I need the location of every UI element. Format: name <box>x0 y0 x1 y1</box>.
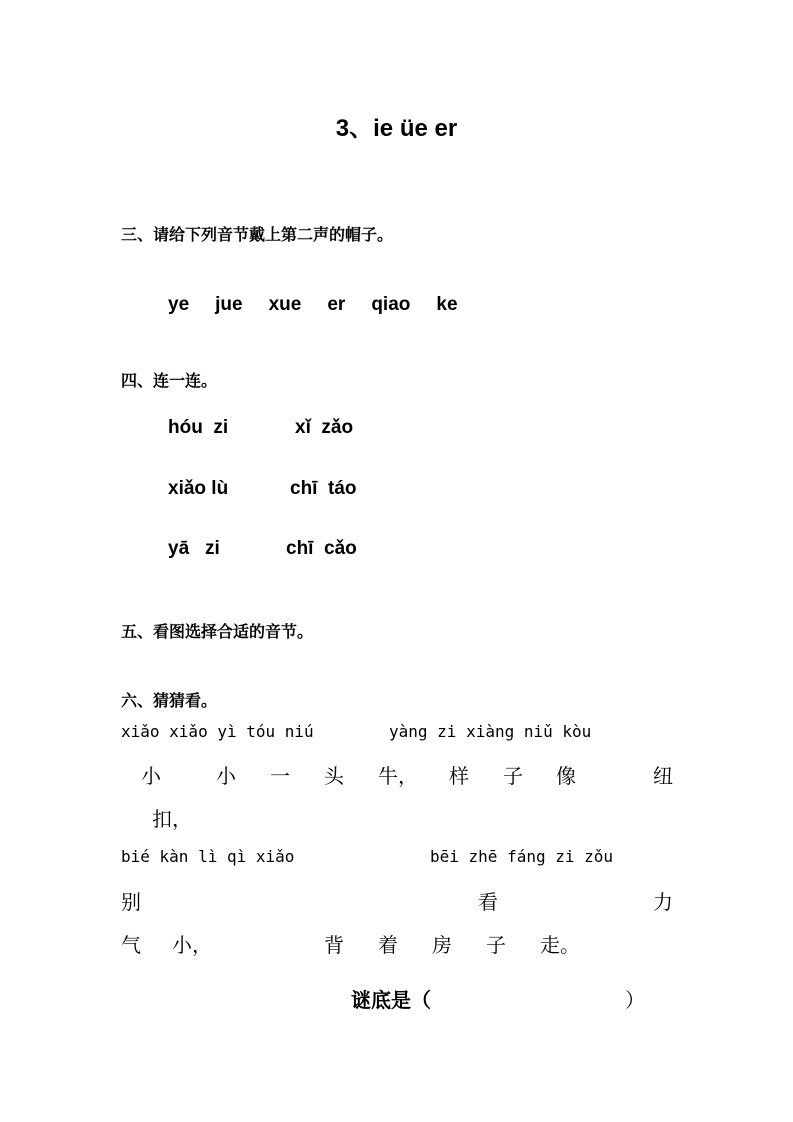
section-4-heading: 四、连一连。 <box>121 371 218 390</box>
riddle-char: 气 <box>121 933 141 957</box>
riddle-line1-pinyin-b: yàng zi xiàng niǔ kòu <box>389 722 592 741</box>
syllable-er: er <box>327 294 346 315</box>
riddle-char: 小， <box>172 933 212 957</box>
syllable-qiao: qiao <box>371 294 411 315</box>
page-title: 3、ie üe er <box>335 115 458 142</box>
riddle-char: 背 <box>324 933 344 957</box>
riddle-char: 子 <box>503 764 523 788</box>
syllable-ye: ye <box>168 294 190 315</box>
syllable-jue: jue <box>215 294 243 315</box>
riddle-line2-pinyin-a: bié kàn lì qì xiǎo <box>121 847 295 866</box>
riddle-char: 牛， <box>378 764 418 788</box>
answer-close-paren: ） <box>625 988 645 1012</box>
match-right-2: chī táo <box>290 478 357 499</box>
match-left-2: xiǎo lù <box>168 478 229 499</box>
riddle-char: 走。 <box>540 933 580 957</box>
section-3-heading: 三、请给下列音节戴上第二声的帽子。 <box>121 225 394 244</box>
riddle-char: 看 <box>478 890 498 914</box>
riddle-char: 小 <box>216 764 236 788</box>
syllable-row <box>168 294 458 316</box>
answer-label: 谜底是（ <box>351 988 431 1012</box>
syllable-xue: xue <box>268 294 302 315</box>
riddle-char: 子 <box>486 933 506 957</box>
riddle-char: 纽 <box>653 764 673 788</box>
riddle-line2-pinyin-b: bēi zhē fáng zi zǒu <box>430 847 614 866</box>
riddle-char: 像 <box>556 764 576 788</box>
section-5-heading: 五、看图选择合适的音节。 <box>121 622 314 641</box>
syllable-ke: ke <box>436 294 458 315</box>
riddle-line1-pinyin-a: xiǎo xiǎo yì tóu niú <box>121 722 314 741</box>
riddle-char: 小 <box>141 764 161 788</box>
riddle-char: 一 <box>270 764 290 788</box>
riddle-char: 别 <box>121 890 141 914</box>
riddle-char: 着 <box>378 933 398 957</box>
riddle-char: 房 <box>432 933 452 957</box>
riddle-char: 样 <box>449 764 469 788</box>
match-left-1: hóu zi <box>168 417 229 438</box>
match-left-3: yā zi <box>168 538 220 559</box>
riddle-char: 头 <box>324 764 344 788</box>
match-right-3: chī cǎo <box>286 538 357 559</box>
answer-blank[interactable] <box>445 982 615 1010</box>
riddle-line1-continuation: 扣， <box>152 807 192 831</box>
match-right-1: xǐ zǎo <box>295 417 354 438</box>
section-6-heading: 六、猜猜看。 <box>121 691 218 710</box>
riddle-char: 力 <box>653 890 673 914</box>
